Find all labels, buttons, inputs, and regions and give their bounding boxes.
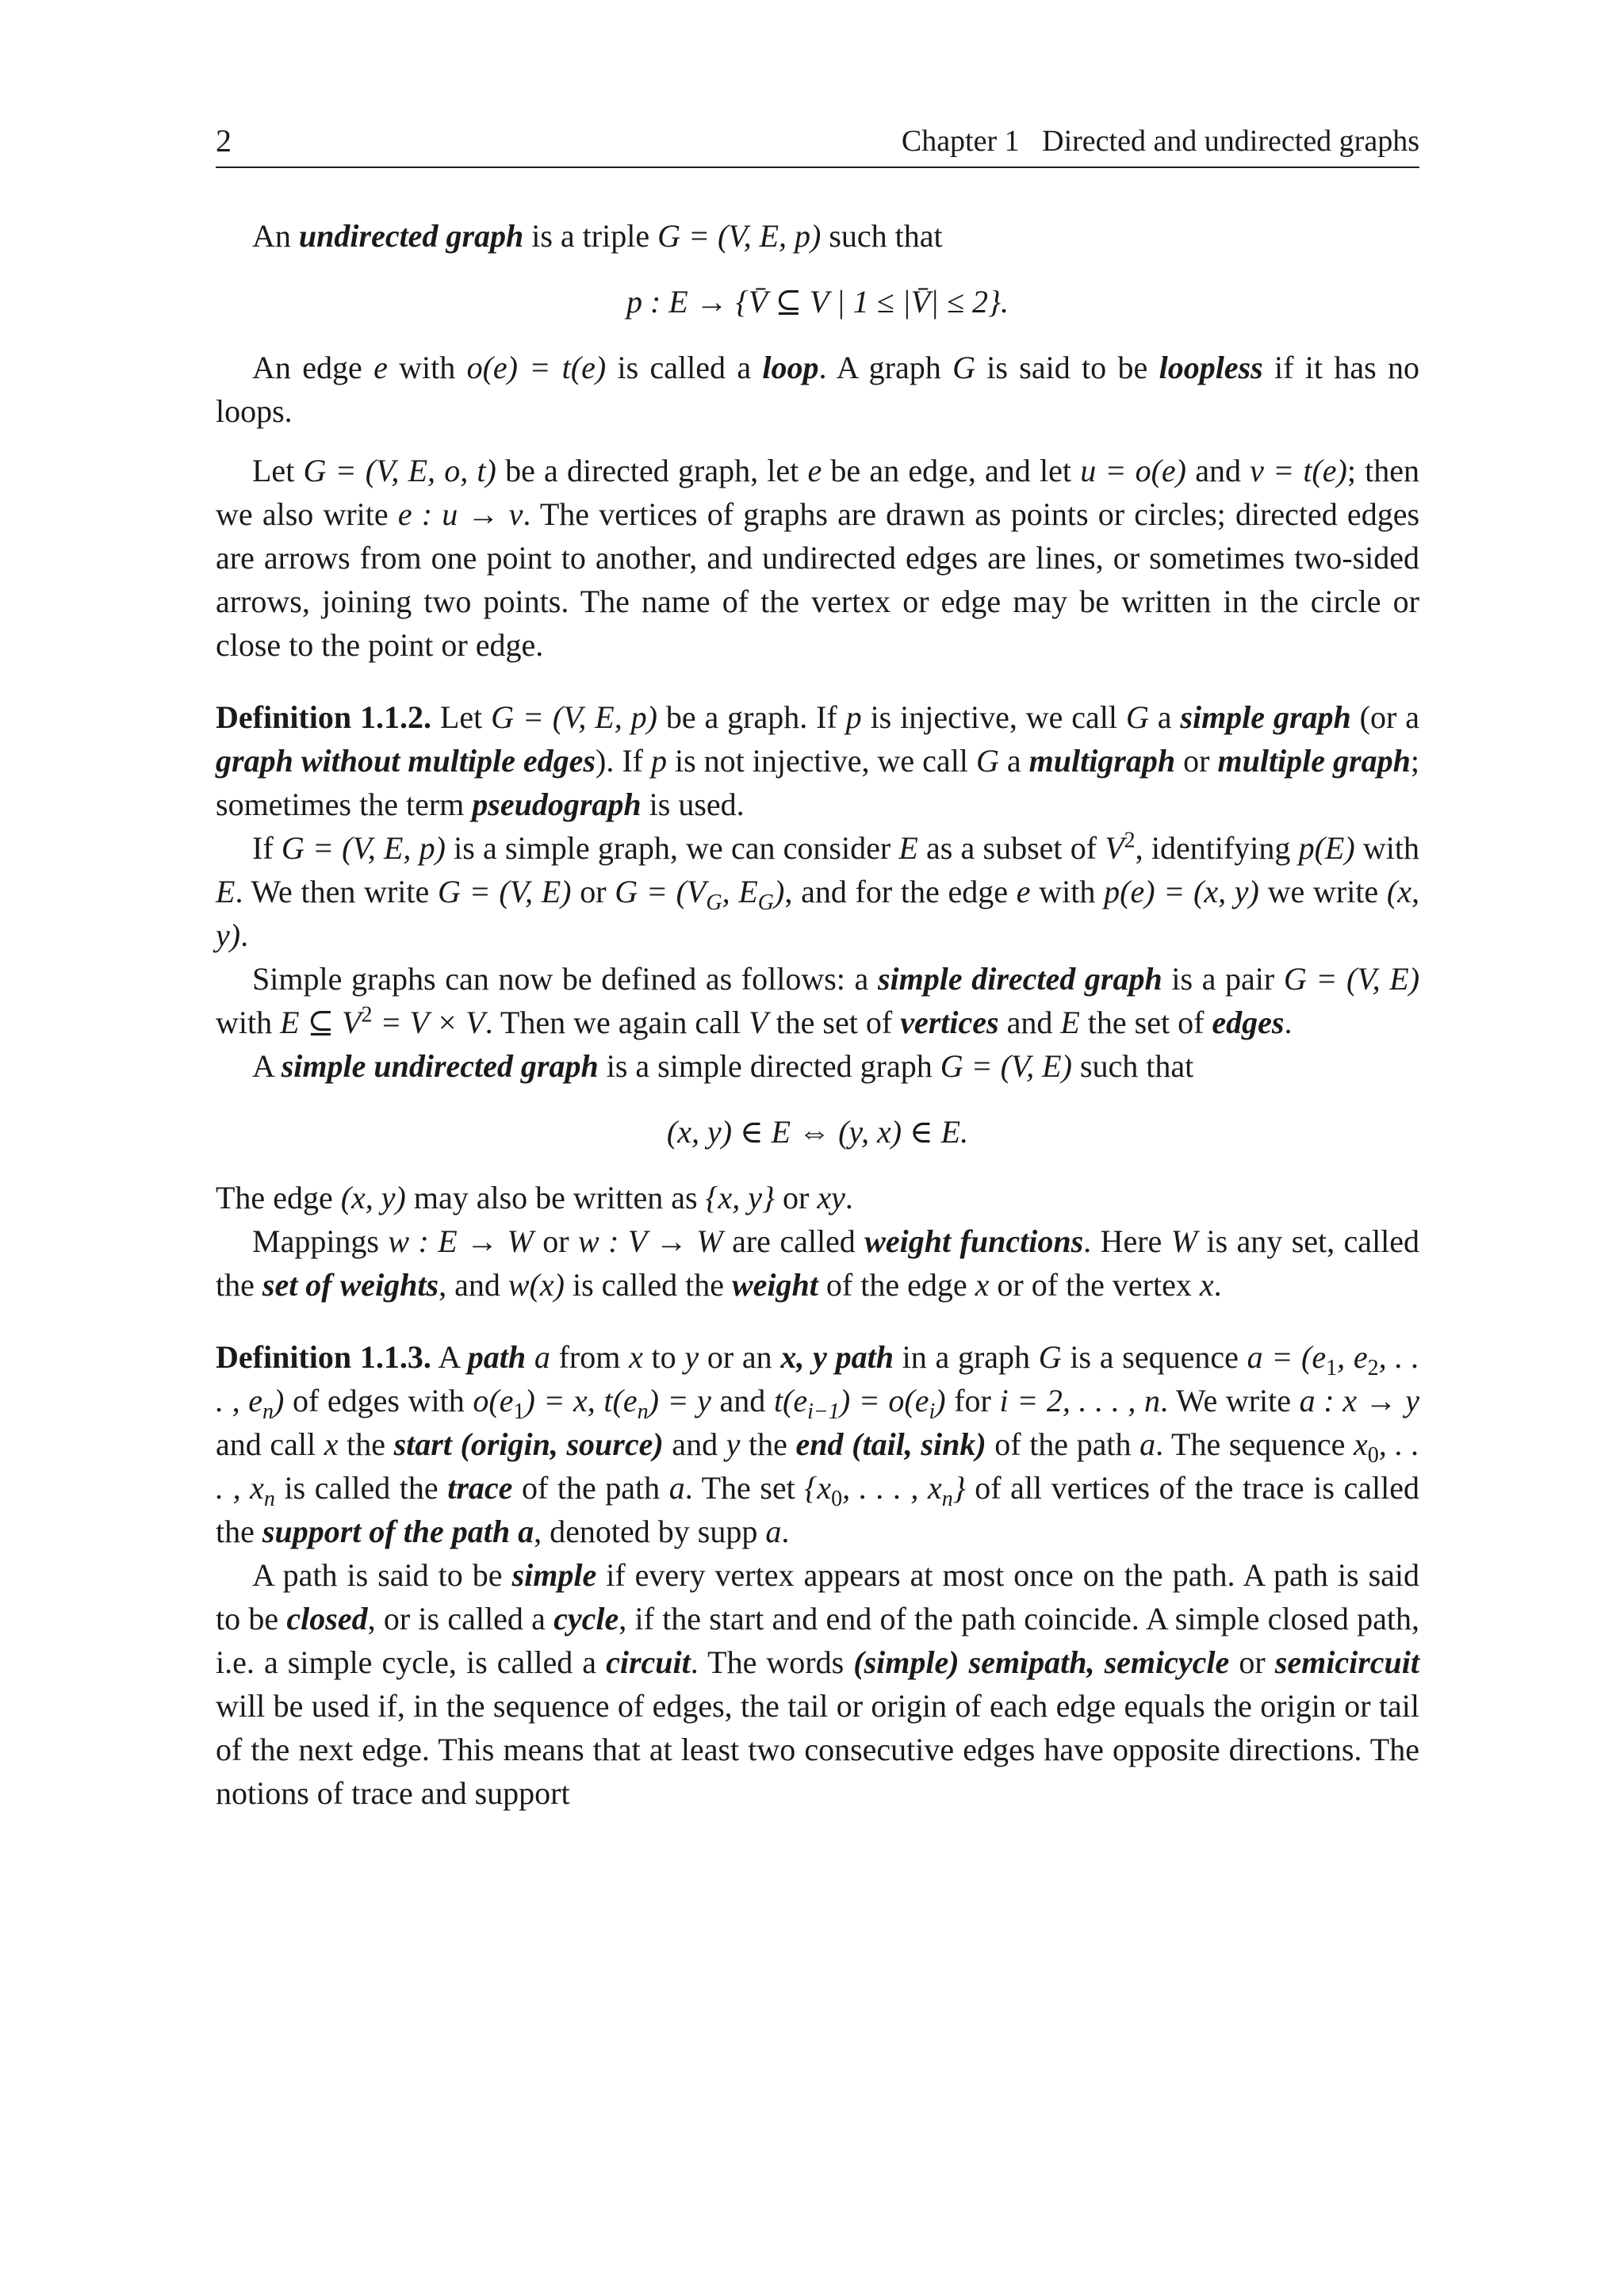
math-inline: w : E → W <box>388 1223 534 1259</box>
math-inline: o(e) = t(e) <box>466 350 607 385</box>
math-sub: 2 <box>1367 1356 1379 1380</box>
term-vertices: vertices <box>900 1005 999 1040</box>
text: or <box>533 1223 578 1259</box>
math-inline: w : V → W <box>577 1223 723 1259</box>
math-inline: G <box>1038 1339 1062 1375</box>
math-inline: e <box>373 350 388 385</box>
text: and <box>1186 453 1251 488</box>
math-inline: {x, y} <box>705 1180 776 1215</box>
text: or <box>1229 1644 1275 1680</box>
text: or <box>571 874 615 909</box>
text: for <box>945 1383 1000 1418</box>
text: of the edge <box>818 1267 975 1303</box>
text: ; sometimes the term <box>216 743 1419 822</box>
term-pseudograph: pseudograph <box>472 787 642 822</box>
text: or <box>1175 743 1218 779</box>
paragraph-simple-directed-graph <box>216 957 1419 1044</box>
display-equation-2: (x, y) ∈ E ⇔ (y, x) ∈ E. <box>666 1114 969 1150</box>
page-body <box>216 214 1419 1815</box>
math-sup: 2 <box>1124 828 1136 853</box>
math-inline: W <box>1170 1223 1198 1259</box>
text: , identifying <box>1135 830 1299 866</box>
math-inline: e <box>1016 874 1031 909</box>
text: . The vertices of graphs are drawn as points or circles; directed edges are arrows from one point to another, and undirected edges are lines, or sometimes two-sided arrows, joining two points. The name of the vertex or edge may be written in the circle or close to the point or edge. <box>216 496 1420 663</box>
math-inline: , . . . , e <box>216 1339 1420 1418</box>
text: is a pair <box>1162 961 1284 997</box>
math-inline: i = 2, . . . , n <box>999 1383 1160 1418</box>
math-inline: u = o(e) <box>1080 453 1186 488</box>
math-inline: p(e) = (x, y) <box>1104 874 1259 909</box>
term-cycle: cycle <box>553 1601 619 1636</box>
text: is a triple <box>523 218 658 254</box>
text: will be used if, in the sequence of edges, the tail or origin of each edge equals the origin or tail of the next edge. This means that at least two consecutive edges have opposite directions. The notions of trace and support <box>216 1688 1419 1811</box>
term-semicircuit: semicircuit <box>1274 1644 1419 1680</box>
math-inline: , e <box>1337 1339 1368 1375</box>
text: is said to be <box>975 350 1159 385</box>
math-inline: ) <box>935 1383 946 1418</box>
paragraph-simple-undirected-graph <box>216 1044 1419 1088</box>
term-closed: closed <box>286 1601 368 1636</box>
text: the set of <box>1079 1005 1212 1040</box>
text: The edge <box>216 1180 341 1215</box>
term-simple-undirected-graph: simple undirected graph <box>281 1048 599 1084</box>
text: and <box>663 1426 726 1462</box>
text: , and for the edge <box>784 874 1017 909</box>
term-end: end (tail, sink) <box>795 1426 986 1462</box>
math-inline: x <box>1199 1267 1214 1303</box>
text: if every vertex appears at most once on the path. A path is said to be <box>216 1557 1419 1636</box>
math-inline: w(x) <box>508 1267 565 1303</box>
math-inline: ) <box>274 1383 285 1418</box>
text: be an edge, and let <box>822 453 1081 488</box>
math-inline: E <box>1060 1005 1080 1040</box>
math-sub: G <box>706 890 722 915</box>
text: ; then we also write <box>216 453 1420 532</box>
text: ). If <box>596 743 651 779</box>
text: A <box>431 1339 468 1375</box>
math-inline: (x, y) <box>340 1180 406 1215</box>
definition-label: Definition 1.1.2. <box>216 699 432 735</box>
math-inline: x <box>629 1339 643 1375</box>
term-simple-directed-graph: simple directed graph <box>877 961 1162 997</box>
math-sub: G <box>757 890 774 915</box>
text: be a graph. If <box>657 699 846 735</box>
math-inline: (x, y) <box>216 874 1419 953</box>
math-inline: G = (V, E, p) <box>657 218 822 254</box>
text: we write <box>1258 874 1387 909</box>
text: Simple graphs can now be defined as follows: a <box>252 961 878 997</box>
math-inline: V <box>749 1005 768 1040</box>
math-inline: E ⊆ V <box>280 1005 362 1040</box>
math-inline: ) = x, t(e <box>524 1383 638 1418</box>
text: as a subset of <box>917 830 1105 866</box>
math-inline: xy <box>817 1180 845 1215</box>
math-inline: x <box>1354 1426 1368 1462</box>
math-inline: a : x → y <box>1299 1383 1419 1418</box>
text: the <box>338 1426 394 1462</box>
text: a <box>998 743 1029 779</box>
math-sub: i <box>929 1399 936 1424</box>
term-simple: simple <box>511 1557 597 1593</box>
math-inline: x <box>975 1267 990 1303</box>
math-sub: 1 <box>513 1399 525 1424</box>
text <box>526 1339 534 1375</box>
term-multigraph: multigraph <box>1028 743 1176 779</box>
math-inline: G = (V, E) <box>438 874 572 909</box>
term-loopless: loopless <box>1159 350 1263 385</box>
math-inline: a <box>1139 1426 1156 1462</box>
math-inline: v = t(e) <box>1250 453 1347 488</box>
text: . <box>781 1514 790 1549</box>
text: such that <box>821 218 943 254</box>
paragraph-edge-notation <box>216 1176 1419 1219</box>
text: . We write <box>1160 1383 1300 1418</box>
text: . <box>240 917 249 953</box>
math-inline: G = (V, E) <box>1283 961 1420 997</box>
text: . Then we again call <box>485 1005 749 1040</box>
math-inline: G = (V, E, p) <box>491 699 657 735</box>
math-inline: G = (V <box>615 874 707 909</box>
math-inline: x <box>324 1426 339 1462</box>
math-sub: 0 <box>831 1487 843 1511</box>
math-inline: G = (V, E, o, t) <box>303 453 496 488</box>
text: Let <box>431 699 492 735</box>
text: and <box>710 1383 774 1418</box>
term-multiple-graph: multiple graph <box>1217 743 1411 779</box>
definition-1-1-2 <box>216 695 1419 826</box>
paragraph-loop <box>216 346 1419 433</box>
math-inline: , . . . , x <box>842 1470 942 1506</box>
text: in a graph <box>893 1339 1039 1375</box>
text: , denoted by supp <box>534 1514 766 1549</box>
text: Mappings <box>252 1223 389 1259</box>
math-sub: n <box>262 1399 274 1424</box>
text: if it has no loops. <box>216 350 1419 429</box>
text: of the path <box>512 1470 669 1506</box>
text: is any set, called the <box>216 1223 1420 1303</box>
math-inline: G <box>1125 699 1149 735</box>
running-header <box>216 119 1419 168</box>
text: . The words <box>690 1644 854 1680</box>
text: of the path <box>986 1426 1140 1462</box>
text: of edges with <box>284 1383 473 1418</box>
paragraph-weight-functions <box>216 1219 1419 1307</box>
text: (or a <box>1350 699 1419 735</box>
paragraph-undirected-graph <box>216 214 1419 258</box>
text: are called <box>722 1223 865 1259</box>
math-inline: a = (e <box>1247 1339 1327 1375</box>
text: If <box>252 830 282 866</box>
math-inline: = V × V <box>372 1005 485 1040</box>
term-circuit: circuit <box>606 1644 691 1680</box>
text: the set of <box>768 1005 901 1040</box>
math-sub: i−1 <box>807 1399 840 1424</box>
term-set-of-weights: set of weights <box>262 1267 439 1303</box>
text: A path is said to be <box>252 1557 512 1593</box>
math-sup: 2 <box>361 1002 373 1028</box>
math-inline: t(e <box>773 1383 808 1418</box>
text: is a sequence <box>1061 1339 1247 1375</box>
term-loop: loop <box>762 350 819 385</box>
math-sub: n <box>941 1487 953 1511</box>
text: be a directed graph, let <box>496 453 808 488</box>
math-inline: E <box>216 874 236 909</box>
text: is a simple directed graph <box>598 1048 940 1084</box>
term-semipath-semicycle: (simple) semipath, semicycle <box>853 1644 1230 1680</box>
term-path: path <box>467 1339 527 1375</box>
paragraph-drawing-conventions <box>216 449 1419 667</box>
term-trace: trace <box>447 1470 513 1506</box>
text: a <box>1148 699 1181 735</box>
text: with <box>387 350 467 385</box>
math-inline: a <box>534 1339 550 1375</box>
math-inline: G = (V, E) <box>940 1048 1072 1084</box>
math-inline: V <box>1105 830 1124 866</box>
text: with <box>216 1005 281 1040</box>
math-sub: n <box>637 1399 649 1424</box>
term-weight: weight <box>732 1267 818 1303</box>
text: to <box>642 1339 685 1375</box>
text: or <box>775 1180 818 1215</box>
text: with <box>1030 874 1105 909</box>
text: or an <box>699 1339 781 1375</box>
math-inline: a <box>765 1514 782 1549</box>
math-inline: G <box>975 743 999 779</box>
term-start: start (origin, source) <box>393 1426 664 1462</box>
text: , and <box>439 1267 508 1303</box>
text: . The sequence <box>1155 1426 1354 1462</box>
math-inline: e <box>807 453 822 488</box>
page-number: 2 <box>216 123 232 159</box>
text: the <box>740 1426 796 1462</box>
math-inline: ) = y <box>648 1383 711 1418</box>
math-inline: y <box>726 1426 741 1462</box>
definition-1-1-3 <box>216 1335 1419 1553</box>
text: An edge <box>252 350 374 385</box>
math-sub: 0 <box>1367 1443 1379 1468</box>
paragraph-simple-graph-subset <box>216 826 1419 957</box>
text: with <box>1354 830 1420 866</box>
text: such that <box>1071 1048 1194 1084</box>
text: is injective, we call <box>861 699 1126 735</box>
text: . Here <box>1083 1223 1171 1259</box>
text: . <box>845 1180 853 1215</box>
text: may also be written as <box>405 1180 706 1215</box>
running-title: Chapter 1 Directed and undirected graphs <box>901 124 1419 158</box>
math-inline: G <box>952 350 975 385</box>
text: or of the vertex <box>989 1267 1200 1303</box>
term-graph-without-multiple-edges: graph without multiple edges <box>216 743 596 779</box>
math-inline: p <box>845 699 862 735</box>
text: of all vertices of the trace is called the <box>216 1470 1419 1549</box>
term-support-of-path: support of the path a <box>262 1514 534 1549</box>
math-inline: o(e <box>473 1383 514 1418</box>
math-inline: p <box>650 743 667 779</box>
text: . The set <box>684 1470 805 1506</box>
text: A <box>252 1048 282 1084</box>
term-undirected-graph: undirected graph <box>298 218 524 254</box>
math-inline: a <box>668 1470 685 1506</box>
math-inline: E <box>898 830 918 866</box>
text: . A graph <box>818 350 953 385</box>
text: . We then write <box>235 874 439 909</box>
text: is called the <box>564 1267 732 1303</box>
text: and call <box>216 1426 324 1462</box>
text: is a simple graph, we can consider <box>445 830 899 866</box>
math-inline: ) <box>774 874 785 909</box>
term-simple-graph: simple graph <box>1180 699 1351 735</box>
text: from <box>550 1339 630 1375</box>
math-inline: G = (V, E, p) <box>281 830 446 866</box>
math-inline: } <box>952 1470 966 1506</box>
term-edges: edges <box>1212 1005 1285 1040</box>
math-inline: , . . . , x <box>216 1426 1419 1506</box>
text: , if the start and end of the path coincide. A simple closed path, i.e. a simple cycle, is called a <box>216 1601 1419 1680</box>
text: . <box>1284 1005 1293 1040</box>
text: . <box>1213 1267 1222 1303</box>
paragraph-simple-closed-paths <box>216 1553 1419 1815</box>
text: is used. <box>641 787 745 822</box>
math-inline: y <box>684 1339 699 1375</box>
term-xy-path: x, y path <box>780 1339 894 1375</box>
math-inline: {x <box>804 1470 832 1506</box>
definition-label: Definition 1.1.3. <box>216 1339 431 1375</box>
math-inline: p(E) <box>1298 830 1355 866</box>
math-sub: 1 <box>1326 1356 1338 1380</box>
display-equation-1: p : E → {V̄ ⊆ V | 1 ≤ |V̄| ≤ 2}. <box>626 284 1009 320</box>
text: and <box>998 1005 1061 1040</box>
term-weight-functions: weight functions <box>864 1223 1084 1259</box>
text: is called a <box>606 350 763 385</box>
text: An <box>252 218 299 254</box>
text: is called the <box>274 1470 448 1506</box>
math-sub: n <box>263 1487 275 1511</box>
math-inline: ) = o(e <box>839 1383 929 1418</box>
text: is not injective, we call <box>666 743 976 779</box>
math-inline: , E <box>722 874 758 909</box>
text: Let <box>252 453 304 488</box>
text: , or is called a <box>367 1601 554 1636</box>
math-inline: e : u → v <box>397 496 523 532</box>
